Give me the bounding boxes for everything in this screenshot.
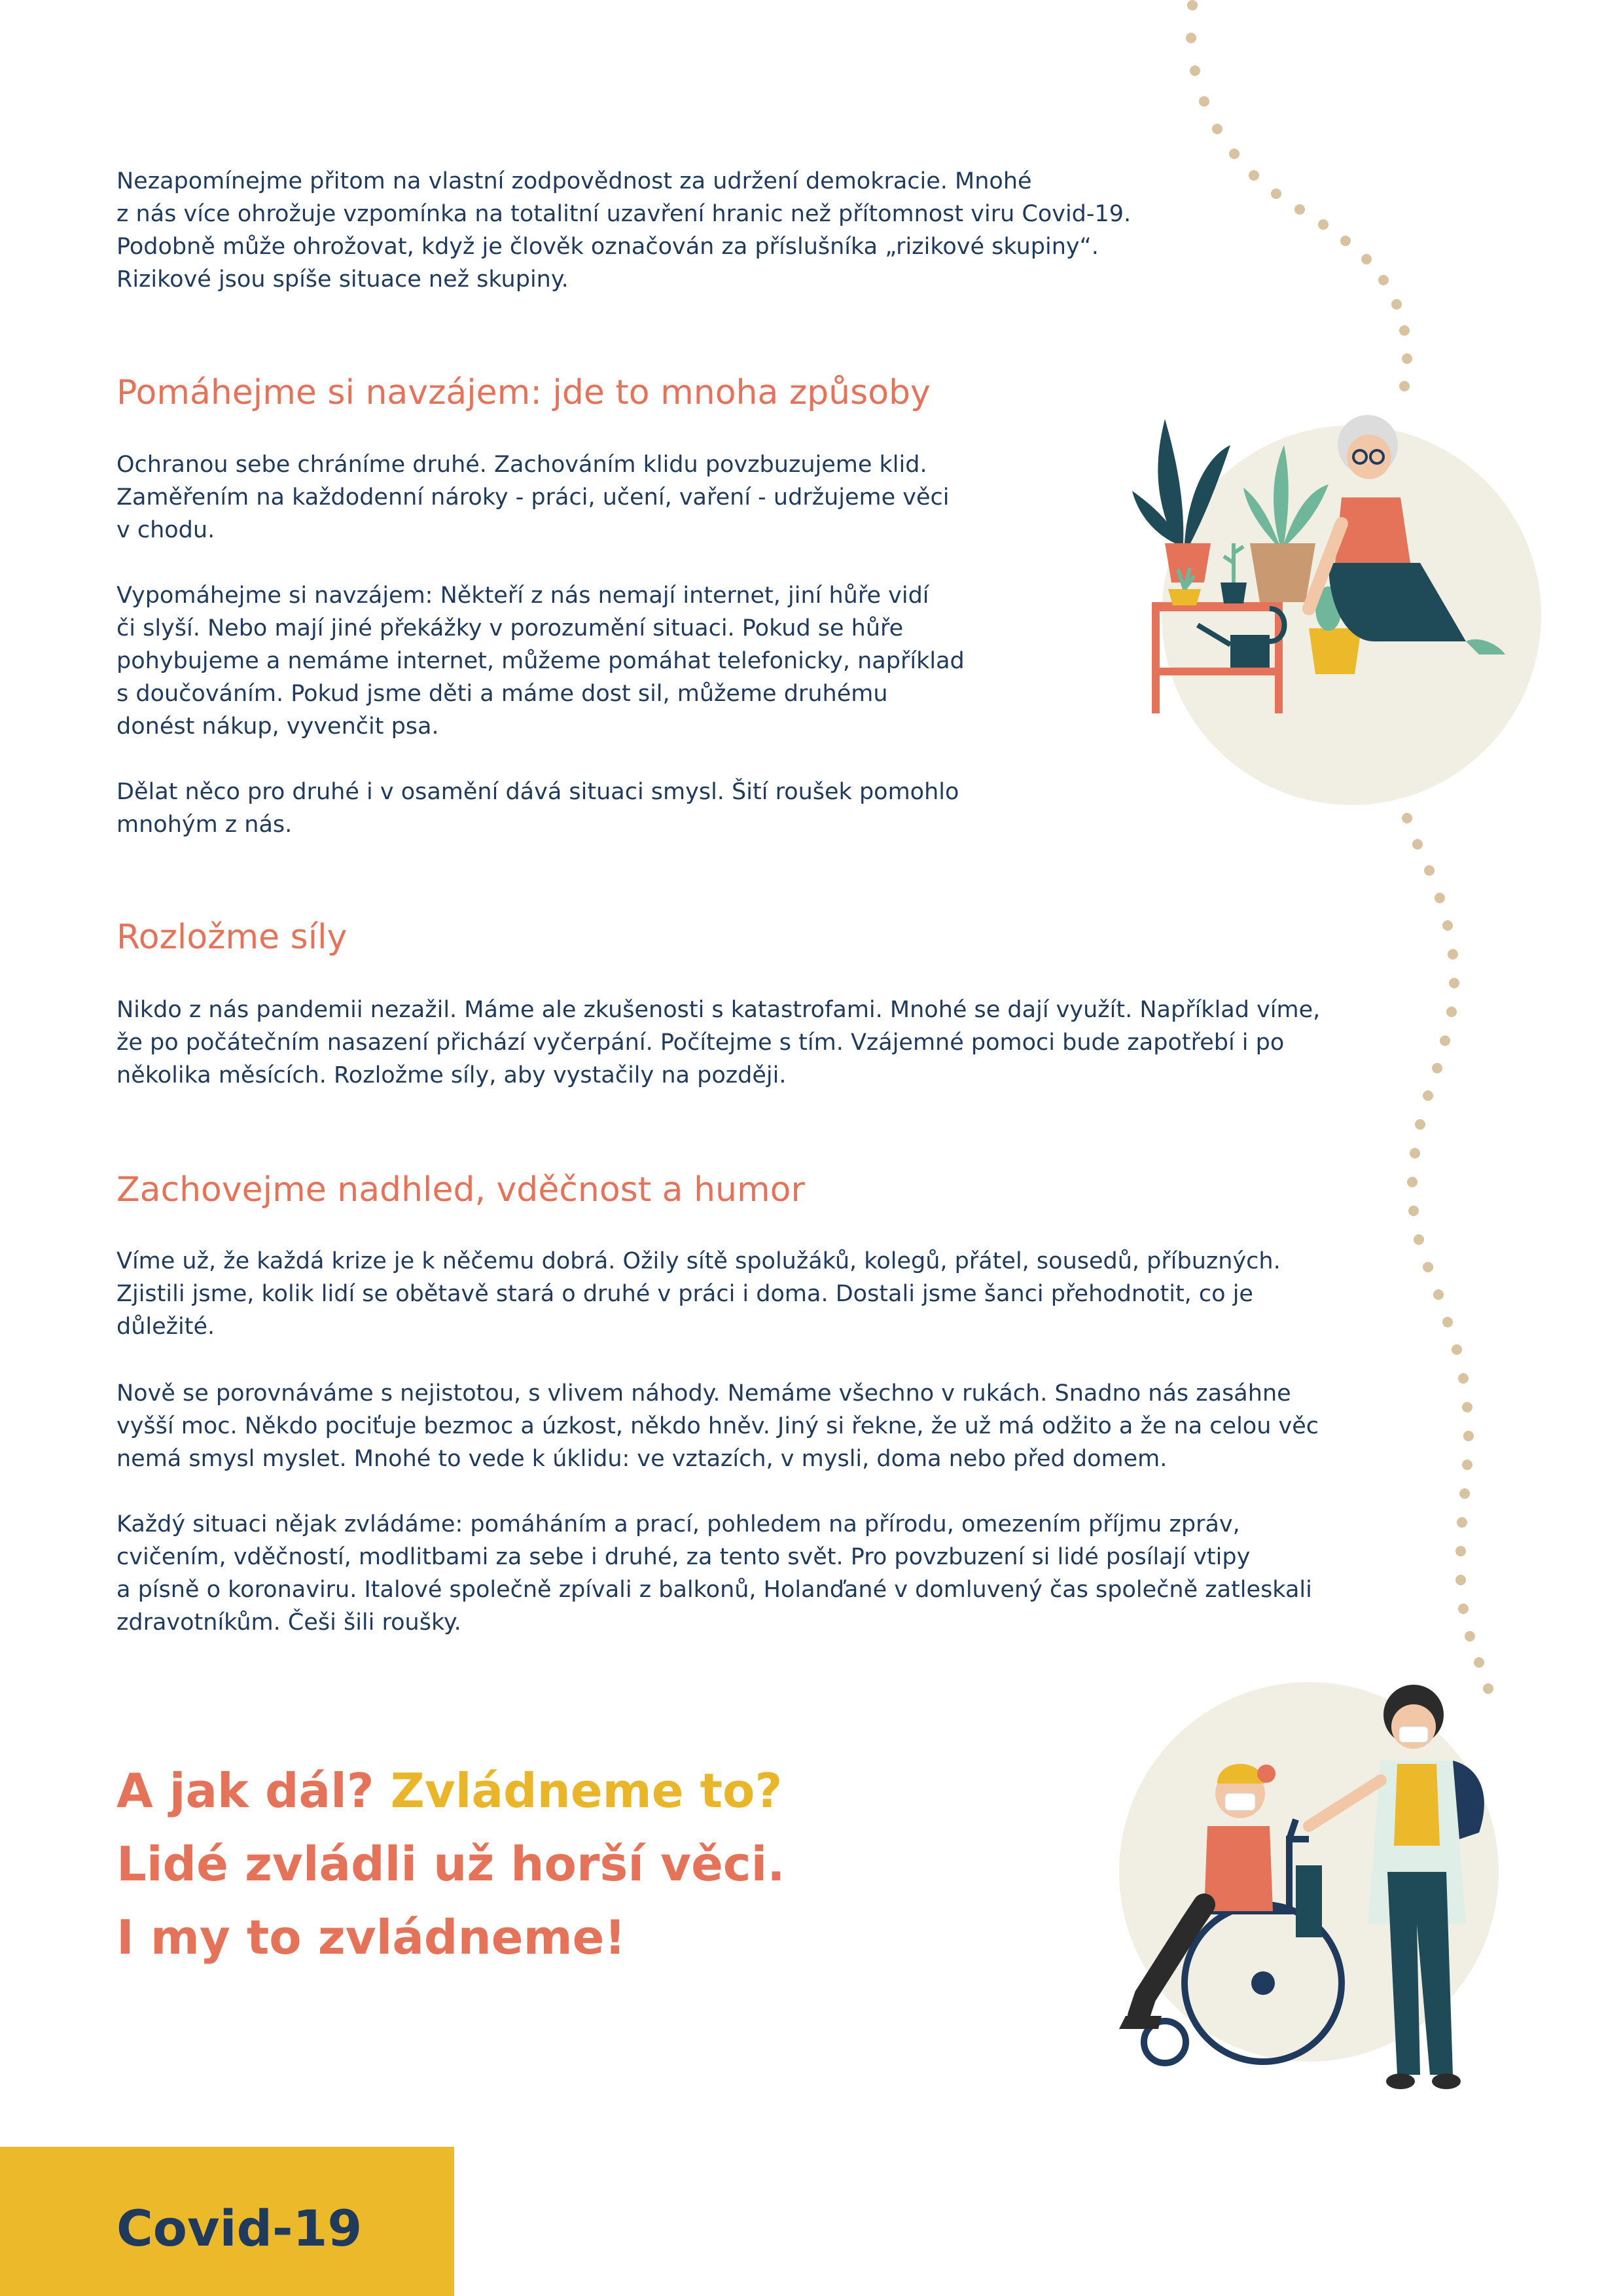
text-line: a písně o koronaviru. Italové společně zpívali z balkonů, Holanďané v domluvený čas společně zatleskali — [116, 1577, 1312, 1603]
text-line: vyšší moc. Někdo pociťuje bezmoc a úzkost, někdo hněv. Jiný si řekne, že už má odžito a že na celou věc — [116, 1413, 1319, 1439]
pot — [1221, 583, 1247, 603]
text-line: několika měsících. Rozložme síly, aby vystačily na později. — [116, 1062, 787, 1088]
section-heading-perspective-gratitude-humor: Zachovejme nadhled, vděčnost a humor — [116, 1170, 805, 1210]
section3-paragraph-3 — [116, 1508, 1312, 1639]
intro-paragraph — [116, 165, 1131, 296]
text-line: nemá smysl myslet. Mnohé to vede k úklidu: ve vztazích, v mysli, doma nebo před domem. — [116, 1446, 1168, 1472]
text-line: či slyší. Nebo mají jiné překážky v porozumění situaci. Pokud se hůře — [116, 615, 904, 641]
pot — [1309, 628, 1361, 674]
section1-paragraph-1 — [116, 448, 950, 547]
section1-paragraph-2 — [116, 579, 965, 743]
pot — [1168, 589, 1201, 605]
text-line: donést nákup, vyvenčit psa. — [116, 713, 439, 740]
text-line: v chodu. — [116, 517, 215, 543]
text-line: Zjistili jsme, kolik lidí se obětavě stará o druhé v práci i doma. Dostali jsme šanci přehodnotit, co je — [116, 1281, 1253, 1307]
closing-question-highlight: Zvládneme to? — [390, 1763, 783, 1818]
closing-question: A jak dál? — [116, 1763, 391, 1818]
text-line: Nezapomínejme přitom na vlastní zodpovědnost za udržení demokracie. Mnohé — [116, 168, 1032, 194]
text-line: cvičením, vděčností, modlitbami za sebe i druhé, za tento svět. Pro povzbuzení si lidé posílají vtipy — [116, 1544, 1251, 1570]
text-line: Víme už, že každá krize je k něčemu dobrá. Ožily sítě spolužáků, kolegů, přátel, sousedů, příbuzných. — [116, 1248, 1281, 1274]
wheelchair-helper-illustration — [1073, 1676, 1558, 2108]
text-line: Dělat něco pro druhé i v osamění dává situaci smysl. Šití roušek pomohlo — [116, 779, 959, 805]
section-heading-spread-strength: Rozložme síly — [116, 918, 348, 957]
woman-tending-plants-illustration — [1113, 393, 1558, 812]
text-line: Nikdo z nás pandemii nezažil. Máme ale zkušenosti s katastrofami. Mnohé se dají využít. Například víme, — [116, 997, 1321, 1023]
text-line: zdravotníkům. Češi šili roušky. — [116, 1609, 461, 1636]
text-line: Ochranou sebe chráníme druhé. Zachováním klidu povzbuzujeme klid. — [116, 452, 927, 478]
closing-line-2: Lidé zvládli už horší věci. — [116, 1837, 785, 1892]
text-line: důležité. — [116, 1314, 215, 1340]
text-line: z nás více ohrožuje vzpomínka na totalitní uzavření hranic než přítomnost viru Covid-19. — [116, 201, 1132, 227]
text-line: Podobně může ohrožovat, když je člověk označován za příslušníka „rizikové skupiny“. — [116, 234, 1099, 260]
text-line: Vypomáhejme si navzájem: Někteří z nás nemají internet, jiní hůře vidí — [116, 583, 929, 609]
text-line: Nově se porovnáváme s nejistotou, s vlivem náhody. Nemáme všechno v rukách. Snadno nás zasáhne — [116, 1380, 1291, 1407]
text-line: Rizikové jsou spíše situace než skupiny. — [116, 266, 569, 293]
section1-paragraph-3 — [116, 776, 959, 841]
closing-line-1 — [116, 1754, 785, 1827]
text-line: s doučováním. Pokud jsme děti a máme dost sil, můžeme druhému — [116, 681, 888, 707]
closing-statement — [116, 1754, 785, 1974]
section3-paragraph-2 — [116, 1377, 1319, 1475]
text-line: Každý situaci nějak zvládáme: pomáháním a prací, pohledem na přírodu, omezením příjmu zpráv, — [116, 1511, 1240, 1537]
watering-can — [1230, 635, 1270, 668]
text-line: Zaměřením na každodenní nároky - práci, učení, vaření - udržujeme věci — [116, 484, 950, 511]
section2-paragraph-1 — [116, 994, 1320, 1092]
footer-label: Covid-19 — [116, 2199, 363, 2257]
closing-line-3: I my to zvládneme! — [116, 1910, 626, 1965]
text-line: že po počátečním nasazení přichází vyčerpání. Počítejme s tím. Vzájemné pomoci bude zapotřebí i po — [116, 1030, 1285, 1056]
text-line: mnohým z nás. — [116, 812, 293, 838]
section-heading-help-each-other: Pomáhejme si navzájem: jde to mnoha způsoby — [116, 373, 931, 412]
text-line: pohybujeme a nemáme internet, můžeme pomáhat telefonicky, například — [116, 648, 965, 674]
section3-paragraph-1 — [116, 1245, 1281, 1343]
pot — [1250, 543, 1315, 602]
